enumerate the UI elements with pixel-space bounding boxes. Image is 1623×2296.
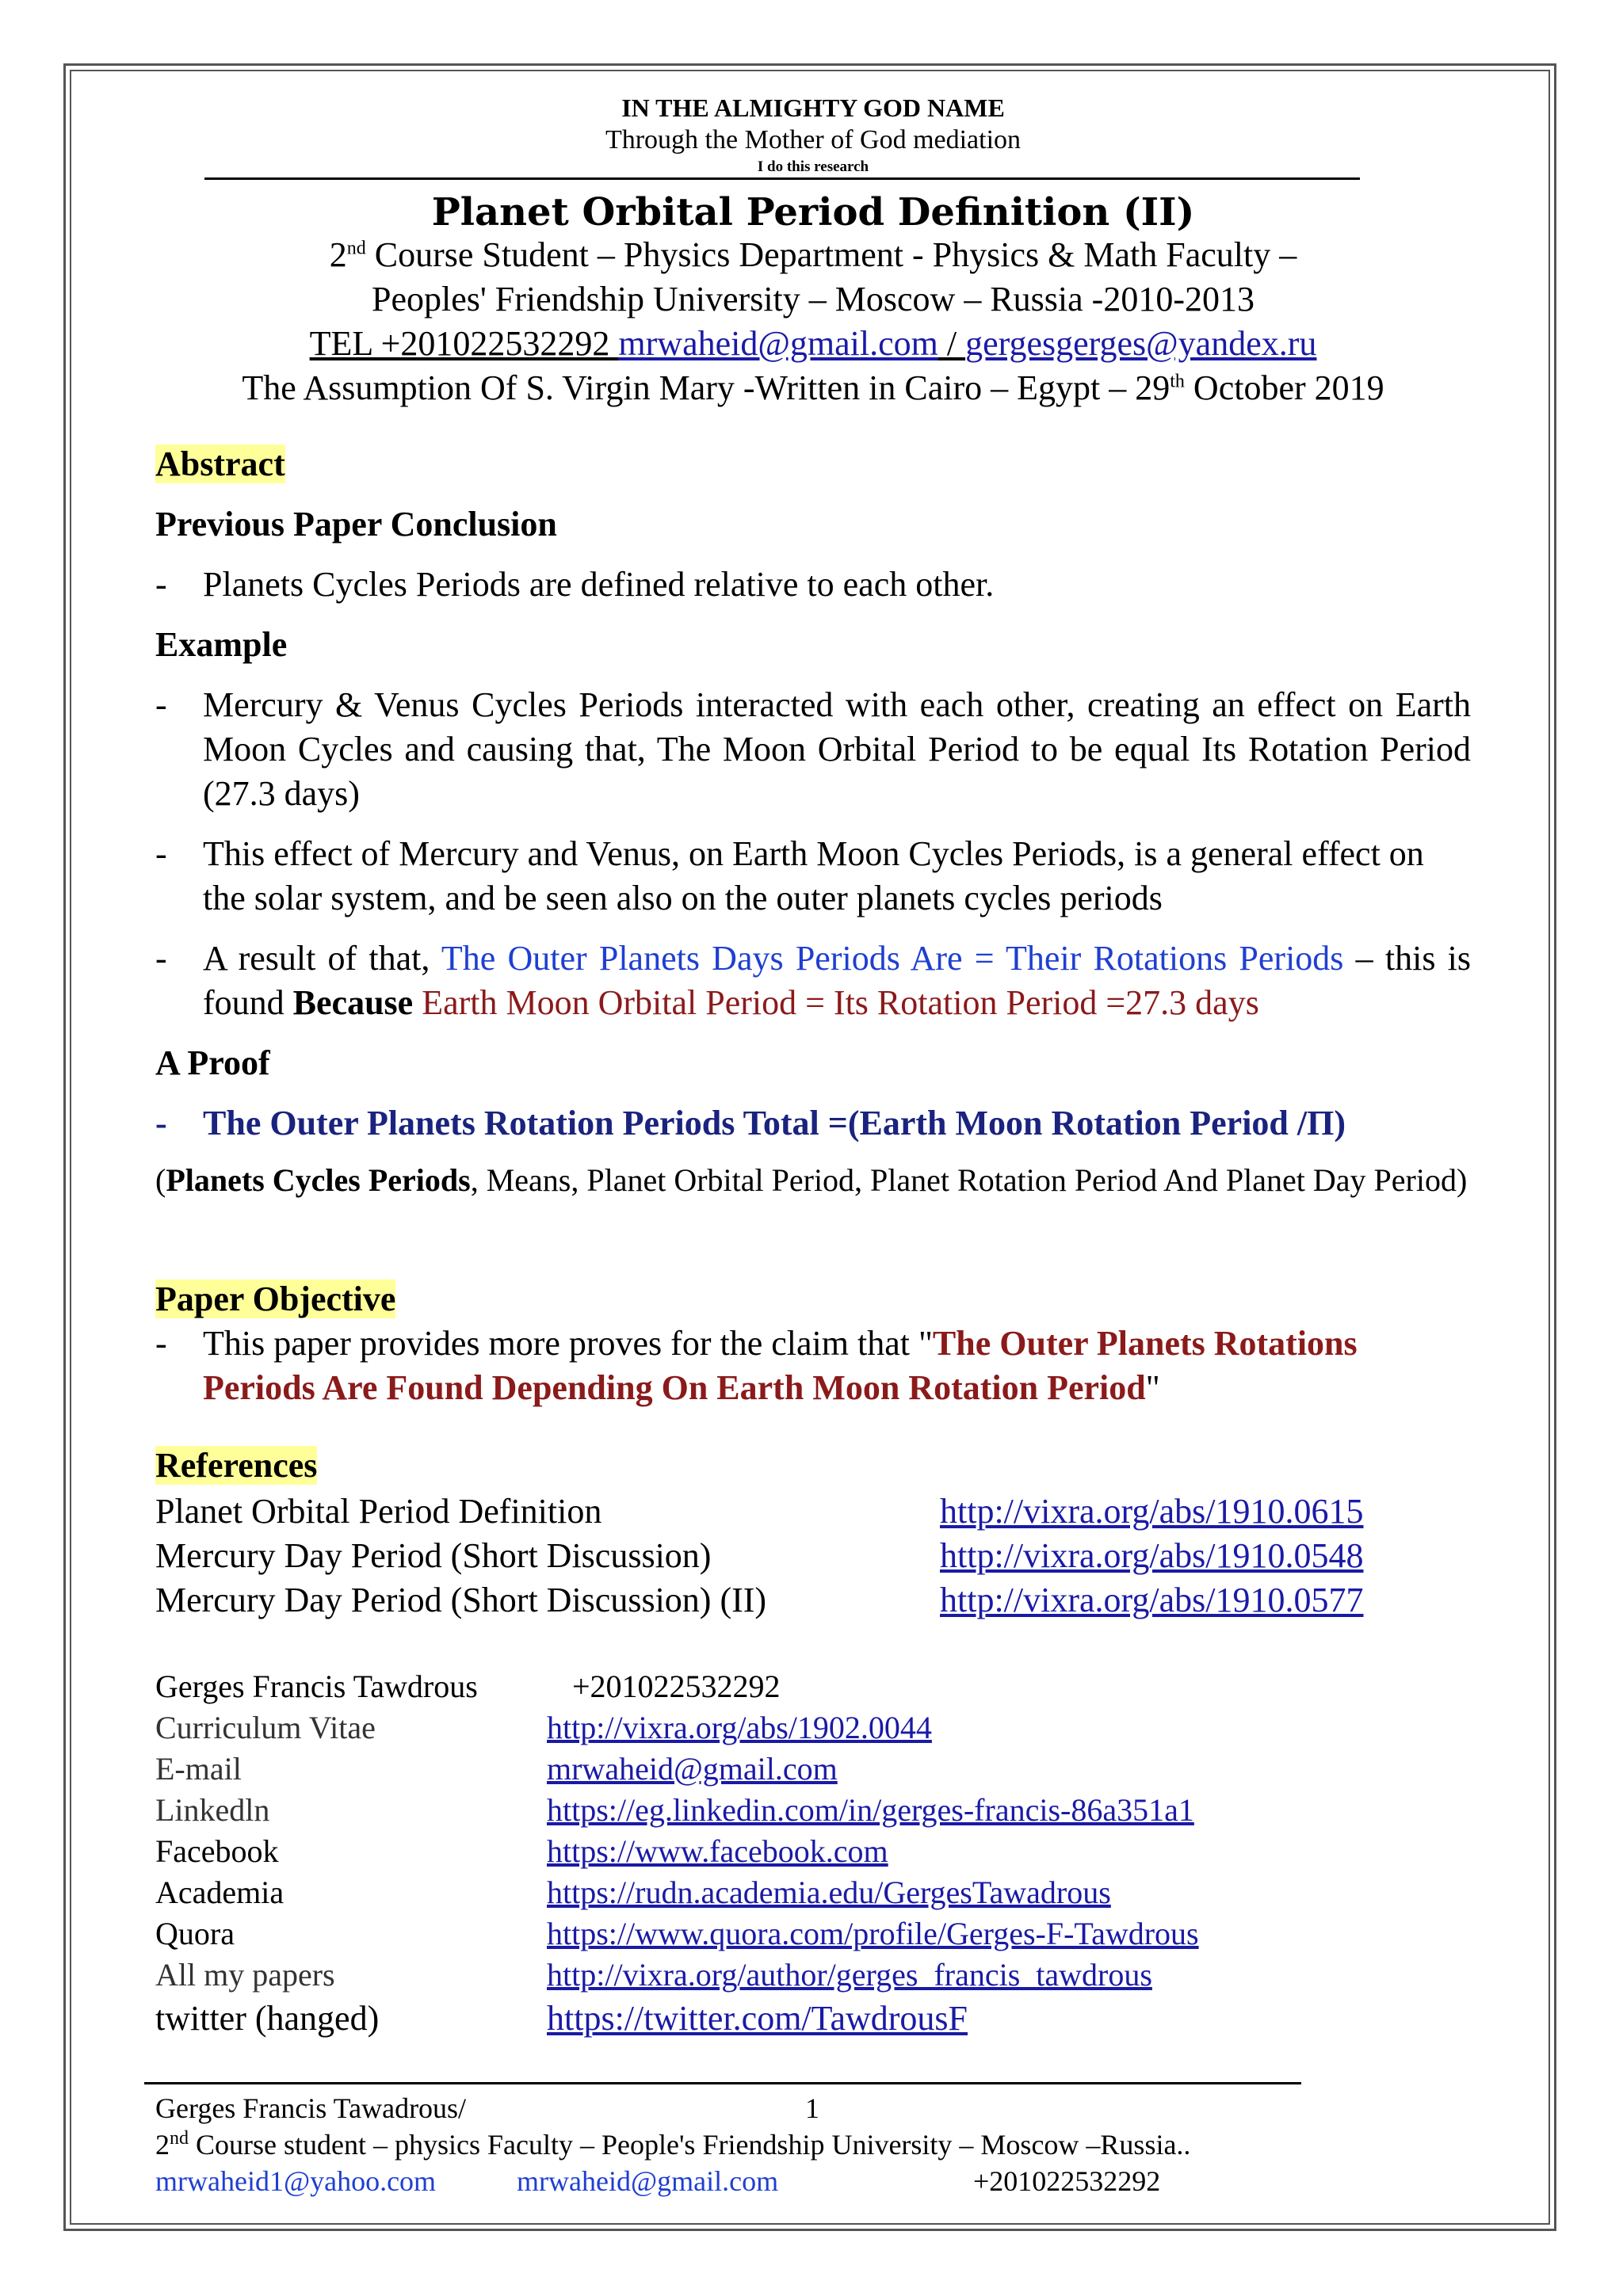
course-text: Course Student – Physics Department - Physics & Math Faculty – bbox=[365, 235, 1297, 274]
footer-email-2[interactable]: mrwaheid@gmail.com bbox=[517, 2165, 779, 2197]
email-link-2[interactable]: gergesgerges@yandex.ru bbox=[965, 324, 1317, 363]
contact-phone: +201022532292 bbox=[572, 1669, 781, 1704]
ex3-text-a: A result of that, bbox=[203, 939, 441, 978]
note-open: ( bbox=[155, 1162, 166, 1198]
note-rest: , Means, Planet Orbital Period, Planet Rotation Period And Planet Day Period) bbox=[470, 1162, 1468, 1198]
references-heading-text: References bbox=[155, 1446, 318, 1485]
contact-label: Academia bbox=[155, 1875, 285, 1910]
header-line-1: IN THE ALMIGHTY GOD NAME bbox=[621, 93, 1005, 122]
written-date bbox=[155, 368, 1471, 408]
contact-link[interactable]: https://eg.linkedin.com/in/gerges-francis-86a351a1 bbox=[547, 1792, 1194, 1828]
objective-heading-text: Paper Objective bbox=[155, 1280, 396, 1318]
reference-title: Planet Orbital Period Definition bbox=[155, 1492, 602, 1531]
abstract-heading bbox=[155, 442, 1471, 486]
footer-divider bbox=[144, 2082, 1301, 2084]
objective-heading bbox=[155, 1277, 1471, 1322]
list-item: - Planets Cycles Periods are defined relative to each other. bbox=[155, 563, 1471, 607]
contact-link[interactable]: https://www.facebook.com bbox=[547, 1833, 888, 1869]
reference-link[interactable]: http://vixra.org/abs/1910.0577 bbox=[940, 1581, 1364, 1619]
ex3-text-b: – this is found bbox=[203, 939, 1472, 1022]
contact-link[interactable]: https://twitter.com/TawdrousF bbox=[547, 1999, 968, 2038]
objective-red-text: The Outer Planets Rotations Periods Are Found Depending On Earth Moon Rotation Period bbox=[203, 1324, 1358, 1407]
example-item-1: Mercury & Venus Cycles Periods interacted with each other, creating an effect on Earth Moon Cycles and causing that, The Moon Orbital Period to be equal Its Rotation Period (27.3 days) bbox=[203, 685, 1471, 813]
footer-course-number: 2 bbox=[155, 2129, 170, 2161]
objective-text-b: " bbox=[1145, 1368, 1160, 1407]
contact-label: twitter (hanged) bbox=[155, 1999, 380, 2038]
contact-link[interactable]: mrwaheid@gmail.com bbox=[547, 1751, 838, 1787]
contact-name: Gerges Francis Tawdrous bbox=[155, 1669, 478, 1704]
objective-text-a: This paper provides more proves for the claim that " bbox=[203, 1324, 933, 1363]
proof-item: The Outer Planets Rotation Periods Total =(Earth Moon Rotation Period /Π) bbox=[203, 1104, 1346, 1142]
list-item: - This paper provides more proves for the claim that "The Outer Planets Rotations Periods Are Found Depending On Earth Moon Rotation Period" bbox=[155, 1322, 1471, 1410]
references-heading bbox=[155, 1444, 1471, 1488]
header-line-2: Through the Mother of God mediation bbox=[605, 125, 1022, 154]
page-number: 1 bbox=[805, 2092, 819, 2124]
date-text-b: October 2019 bbox=[1184, 368, 1384, 407]
note-bold: Planets Cycles Periods bbox=[166, 1162, 471, 1198]
contact-label: Linkedln bbox=[155, 1792, 270, 1828]
reference-title: Mercury Day Period (Short Discussion) (II) bbox=[155, 1581, 767, 1619]
ex3-red-text: Earth Moon Orbital Period = Its Rotation Period =27.3 days bbox=[413, 983, 1259, 1022]
contact-link[interactable]: http://vixra.org/abs/1902.0044 bbox=[547, 1710, 932, 1745]
paper-title: Planet Orbital Period Definition (II) bbox=[431, 190, 1195, 235]
date-text-a: The Assumption Of S. Virgin Mary -Written in Cairo – Egypt – 29 bbox=[242, 368, 1170, 407]
email-link-1[interactable]: mrwaheid@gmail.com bbox=[618, 324, 938, 363]
header-divider bbox=[204, 177, 1360, 180]
contact-link[interactable]: https://www.quora.com/profile/Gerges-F-Tawdrous bbox=[547, 1916, 1199, 1951]
list-item: - A result of that, The Outer Planets Days Periods Are = Their Rotations Periods – this is found Because Earth Moon Orbital Period = Its Rotation Period =27.3 days bbox=[155, 936, 1471, 1025]
list-item: - The Outer Planets Rotation Periods Total =(Earth Moon Rotation Period /Π) bbox=[155, 1101, 1471, 1146]
list-item: - This effect of Mercury and Venus, on Earth Moon Cycles Periods, is a general effect on the solar system, and be seen also on the outer planets cycles periods bbox=[155, 832, 1471, 921]
footer-course bbox=[155, 2126, 1190, 2163]
contact-link[interactable]: https://rudn.academia.edu/GergesTawadrous bbox=[547, 1875, 1111, 1910]
contact-label: Curriculum Vitae bbox=[155, 1710, 376, 1745]
example-heading: Example bbox=[155, 625, 288, 664]
ex3-blue-text: The Outer Planets Days Periods Are = Their Rotations Periods bbox=[441, 939, 1344, 978]
contact-label: E-mail bbox=[155, 1751, 242, 1787]
footer-course-superscript: nd bbox=[170, 2128, 189, 2149]
previous-conclusion-text: Planets Cycles Periods are defined relative to each other. bbox=[203, 565, 995, 604]
contact-link[interactable]: http://vixra.org/author/gerges_francis_tawdrous bbox=[547, 1957, 1152, 1993]
contact-label: All my papers bbox=[155, 1957, 335, 1993]
date-superscript: th bbox=[1170, 371, 1185, 392]
tel-text: TEL +201022532292 bbox=[309, 324, 619, 363]
ex3-bold-text: Because bbox=[292, 983, 414, 1022]
footer-phone: +201022532292 bbox=[973, 2165, 1161, 2197]
reference-title: Mercury Day Period (Short Discussion) bbox=[155, 1536, 712, 1575]
reference-link[interactable]: http://vixra.org/abs/1910.0615 bbox=[940, 1492, 1364, 1531]
course-superscript: nd bbox=[346, 238, 366, 259]
example-item-2: This effect of Mercury and Venus, on Earth Moon Cycles Periods, is a general effect on the solar system, and be seen also on the outer planets cycles periods bbox=[203, 834, 1424, 917]
contact-label: Facebook bbox=[155, 1833, 279, 1869]
header-line-3: I do this research bbox=[757, 158, 869, 175]
reference-link[interactable]: http://vixra.org/abs/1910.0548 bbox=[940, 1536, 1364, 1575]
author-contact bbox=[155, 323, 1471, 364]
objective-item bbox=[203, 1322, 1471, 1410]
footer-course-text: Course student – physics Faculty – People's Friendship University – Moscow –Russia.. bbox=[189, 2129, 1191, 2161]
contact-label: Quora bbox=[155, 1916, 235, 1951]
author-university: Peoples' Friendship University – Moscow – Russia -2010-2013 bbox=[372, 280, 1254, 318]
course-number: 2 bbox=[329, 235, 347, 274]
author-course bbox=[155, 235, 1471, 275]
list-item: - Mercury & Venus Cycles Periods interacted with each other, creating an effect on Earth Moon Cycles and causing that, The Moon Orbital Period to be equal Its Rotation Period (27.3 days) bbox=[155, 683, 1471, 816]
footer-author: Gerges Francis Tawadrous/ bbox=[155, 2092, 467, 2124]
footer-email-1[interactable]: mrwaheid1@yahoo.com bbox=[155, 2165, 437, 2197]
proof-heading: A Proof bbox=[155, 1043, 270, 1082]
email-separator: / bbox=[938, 324, 966, 363]
definition-note bbox=[155, 1160, 1471, 1201]
previous-conclusion-heading: Previous Paper Conclusion bbox=[155, 505, 557, 543]
abstract-heading-text: Abstract bbox=[155, 444, 285, 483]
example-item-3 bbox=[203, 936, 1471, 1025]
